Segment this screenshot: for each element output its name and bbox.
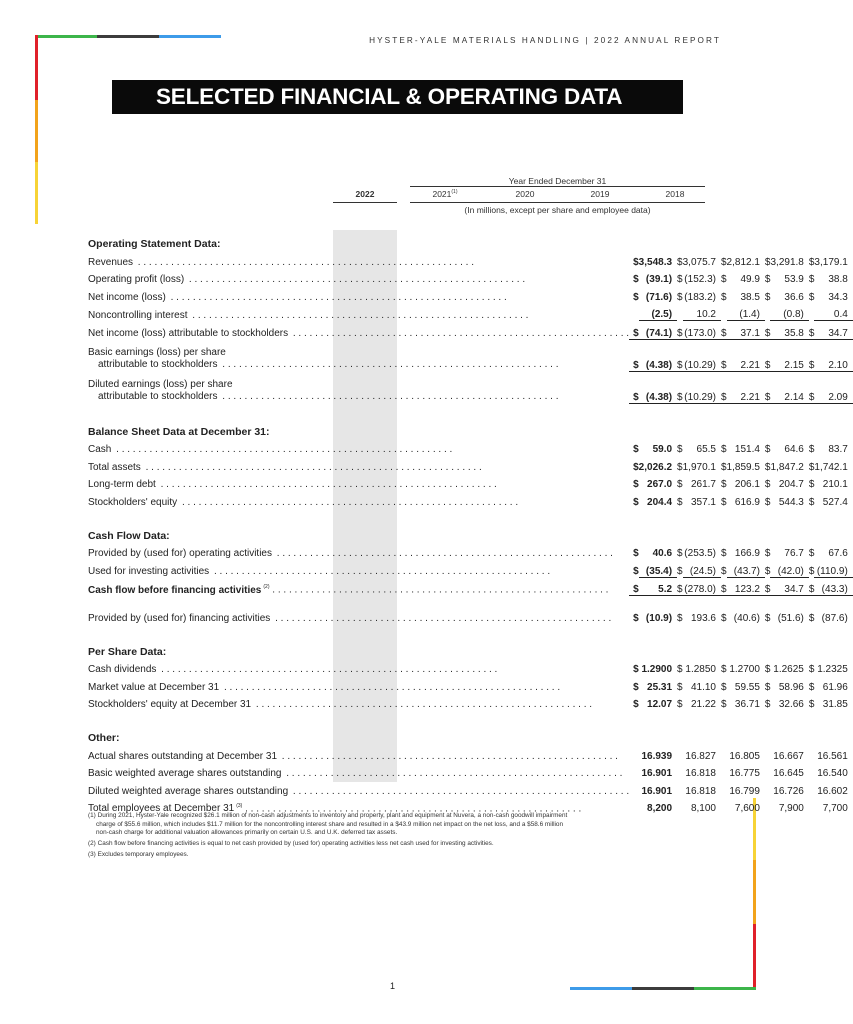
value-2022: (39.1) xyxy=(645,274,673,285)
year-2020: 2020 xyxy=(515,189,535,199)
row-lt_debt xyxy=(88,473,853,491)
footnote-3: (3) Excludes temporary employees. xyxy=(88,850,189,858)
currency-symbol: $ xyxy=(765,577,771,596)
year-rule-others xyxy=(410,202,705,203)
value-2019: 1,847.2 xyxy=(770,461,804,473)
currency-symbol: $ xyxy=(677,479,683,490)
row-eq_share xyxy=(88,693,853,711)
page-number: 1 xyxy=(390,981,396,991)
value-2022: 2,026.2 xyxy=(638,461,673,473)
currency-symbol: $ xyxy=(677,291,683,303)
value-2020: 123.2 xyxy=(727,577,765,596)
value-2022: 204.4 xyxy=(647,496,673,508)
value-20211: 1.2850 xyxy=(685,664,716,675)
value-2019: 2.14 xyxy=(770,371,808,403)
frame-left-red xyxy=(35,35,38,100)
currency-symbol: $ xyxy=(720,461,727,473)
value-20211: (10.29) xyxy=(683,339,721,371)
row-op_profit xyxy=(88,268,853,286)
currency-symbol: $ xyxy=(720,496,727,508)
currency-symbol xyxy=(629,303,639,321)
currency-symbol: $ xyxy=(720,664,727,675)
value-2019: 204.7 xyxy=(778,479,804,490)
currency-symbol: $ xyxy=(677,371,683,403)
currency-symbol: $ xyxy=(809,339,815,371)
row-label: Net income (loss) attributable to stockholders . . . . . . . . . . . . . . . . . . . . . . . . . . . . . . . . . . . . . . . . . . . . . . . . . . . . . . . . . . . . . xyxy=(88,328,630,339)
value-2020: 206.1 xyxy=(734,479,760,490)
currency-symbol: $ xyxy=(764,699,771,710)
value-2018: (110.9) xyxy=(814,559,852,577)
value-2019: 64.6 xyxy=(784,444,804,455)
value-2019: 16.667 xyxy=(773,750,804,762)
row-label: Diluted earnings (loss) per share attributable to stockholders . . . . . . . . . . . . . . . . . . . . . . . . . . . . . . . . . . . . . . . . . . . . . . . . . . . . . . . . . . . . . xyxy=(88,379,559,402)
currency-symbol: $ xyxy=(765,339,771,371)
frame-left-orange xyxy=(35,100,38,162)
value-2018: 34.7 xyxy=(814,321,852,340)
currency-symbol xyxy=(629,762,639,780)
currency-symbol: $ xyxy=(809,321,815,340)
currency-symbol: $ xyxy=(677,664,683,675)
value-2022: (74.1) xyxy=(639,321,677,340)
row-fin_act xyxy=(88,606,853,624)
currency-symbol: $ xyxy=(808,664,815,675)
currency-symbol: $ xyxy=(809,577,815,596)
frame-right-orange xyxy=(753,860,756,924)
currency-symbol: $ xyxy=(633,496,639,508)
footnotes xyxy=(88,812,700,861)
currency-symbol: $ xyxy=(720,274,727,285)
value-2020: (1.4) xyxy=(727,303,765,321)
value-2019: 1.2625 xyxy=(773,664,804,675)
value-2019: 3,291.8 xyxy=(770,256,804,268)
currency-symbol: $ xyxy=(720,566,727,577)
value-20211: (173.0) xyxy=(683,321,721,340)
currency-symbol: $ xyxy=(677,496,683,508)
row-label: Actual shares outstanding at December 31 . . . . . . . . . . . . . . . . . . . . . . . . . . . . . . . . . . . . . . . . . . . . . . . . . . . . . . . . . . . . . xyxy=(88,750,618,762)
value-2020: 1,859.5 xyxy=(726,461,760,473)
row-label: Cash flow before financing activities $^{(2)}$ . . . . . . . . . . . . . . . . . . . . . . . . . . . . . . . . . . . . . . . . . . . . . . . . . . . . . . . . . . . . . xyxy=(88,584,609,596)
currency-symbol: $ xyxy=(677,321,683,340)
currency-symbol: $ xyxy=(633,256,639,268)
value-20211: 1,970.1 xyxy=(682,461,716,473)
value-2022: 8,200 xyxy=(647,803,673,814)
currency-symbol: $ xyxy=(677,461,683,473)
row-label: Revenues . . . . . . . . . . . . . . . . . . . . . . . . . . . . . . . . . . . . . . . . . . . . . . . . . . . . . . . . . . . . . xyxy=(88,256,474,268)
value-2022: (4.38) xyxy=(639,339,677,371)
currency-symbol: $ xyxy=(677,548,683,559)
currency-symbol: $ xyxy=(808,479,815,490)
value-2020: 166.9 xyxy=(734,548,760,559)
currency-symbol: $ xyxy=(764,681,771,693)
value-2018: (87.6) xyxy=(821,612,848,624)
value-2020: 38.5 xyxy=(740,291,760,303)
currency-symbol: $ xyxy=(808,496,815,508)
currency-symbol: $ xyxy=(633,699,639,710)
value-20211: (278.0) xyxy=(683,577,721,596)
row-diluted_wavg xyxy=(88,779,853,797)
value-2022: 16.901 xyxy=(641,768,673,779)
currency-symbol: $ xyxy=(633,566,639,577)
value-2018: 83.7 xyxy=(828,444,848,455)
currency-symbol: $ xyxy=(765,321,771,340)
row-label: Cash . . . . . . . . . . . . . . . . . . . . . . . . . . . . . . . . . . . . . . . . . . . . . . . . . . . . . . . . . . . . . xyxy=(88,444,453,455)
frame-top-blue xyxy=(159,35,221,38)
section-heading-pershare: Per Share Data: xyxy=(88,645,167,658)
value-2019: (0.8) xyxy=(770,303,808,321)
row-nci xyxy=(88,303,853,321)
row-label: Stockholders' equity at December 31 . . . . . . . . . . . . . . . . . . . . . . . . . . . . . . . . . . . . . . . . . . . . . . . . . . . . . . . . . . . . . xyxy=(88,699,593,710)
row-cash xyxy=(88,438,853,456)
row-label: Market value at December 31 . . . . . . . . . . . . . . . . . . . . . . . . . . . . . . . . . . . . . . . . . . . . . . . . . . . . . . . . . . . . . xyxy=(88,681,561,693)
currency-symbol: $ xyxy=(720,444,727,455)
value-2020: (43.7) xyxy=(727,559,765,577)
currency-symbol: $ xyxy=(720,291,727,303)
value-2018: 2.10 xyxy=(814,339,852,371)
currency-symbol: $ xyxy=(765,371,771,403)
currency-symbol: $ xyxy=(677,444,683,455)
currency-symbol: $ xyxy=(677,566,683,577)
value-20211: 16.818 xyxy=(685,785,716,797)
currency-symbol: $ xyxy=(764,664,771,675)
currency-symbol: $ xyxy=(764,566,771,577)
value-2020: (40.6) xyxy=(733,612,760,624)
currency-symbol: $ xyxy=(808,612,815,624)
value-2019: 16.726 xyxy=(773,785,804,797)
value-20211: 41.10 xyxy=(690,681,716,693)
currency-symbol xyxy=(629,744,639,762)
year-2019: 2019 xyxy=(590,189,610,199)
value-2018: 16.561 xyxy=(817,750,848,762)
footnote-2: (2) Cash flow before financing activities is equal to net cash provided by (used for) operating activities less net cash used for investing activities. xyxy=(88,839,494,847)
row-mkt_value xyxy=(88,675,853,693)
currency-symbol: $ xyxy=(764,256,771,268)
value-20211: (10.29) xyxy=(683,371,721,403)
currency-symbol: $ xyxy=(633,612,639,624)
value-20211: (152.3) xyxy=(684,274,716,285)
value-2020: 16.799 xyxy=(729,785,760,797)
frame-top-dark xyxy=(97,35,159,38)
row-label: Used for investing activities . . . . . . . . . . . . . . . . . . . . . . . . . . . . . . . . . . . . . . . . . . . . . . . . . . . . . . . . . . . . . xyxy=(88,566,551,577)
frame-right-red xyxy=(753,924,756,990)
value-2018: 7,700 xyxy=(822,803,848,814)
currency-symbol: $ xyxy=(720,256,727,268)
row-equity xyxy=(88,490,853,508)
value-2019: 53.9 xyxy=(784,274,804,285)
value-2018: 2.09 xyxy=(814,371,852,403)
value-20211: 16.818 xyxy=(685,768,716,779)
row-label: Cash dividends . . . . . . . . . . . . . . . . . . . . . . . . . . . . . . . . . . . . . . . . . . . . . . . . . . . . . . . . . . . . . xyxy=(88,664,498,675)
row-ni_attr xyxy=(88,321,853,340)
page-title-banner xyxy=(112,80,683,114)
value-2020: 16.805 xyxy=(729,750,760,762)
value-2018: 16.602 xyxy=(817,785,848,797)
value-2020: 2.21 xyxy=(727,339,765,371)
value-2018: 16.540 xyxy=(817,768,848,779)
currency-symbol: $ xyxy=(720,548,727,559)
currency-symbol: $ xyxy=(629,577,639,596)
value-2019: 2.15 xyxy=(770,339,808,371)
year-2018: 2018 xyxy=(665,189,685,199)
value-2019: 35.8 xyxy=(770,321,808,340)
row-label: Basic weighted average shares outstanding . . . . . . . . . . . . . . . . . . . . . . . . . . . . . . . . . . . . . . . . . . . . . . . . . . . . . . . . . . . . . xyxy=(88,768,623,779)
currency-symbol: $ xyxy=(721,577,727,596)
value-20211: (253.5) xyxy=(684,548,716,559)
currency-symbol: $ xyxy=(764,274,771,285)
value-2022: (71.6) xyxy=(645,291,673,303)
row-label: Total assets . . . . . . . . . . . . . . . . . . . . . . . . . . . . . . . . . . . . . . . . . . . . . . . . . . . . . . . . . . . . . xyxy=(88,461,482,473)
value-2020: 49.9 xyxy=(740,274,760,285)
value-2022: 16.939 xyxy=(641,750,673,762)
currency-symbol: $ xyxy=(808,566,815,577)
value-2022: (4.38) xyxy=(639,371,677,403)
value-2022: (35.4) xyxy=(639,559,677,577)
currency-symbol: $ xyxy=(764,496,771,508)
currency-symbol: $ xyxy=(629,371,639,403)
currency-symbol: $ xyxy=(720,699,727,710)
value-2020: 36.71 xyxy=(734,699,760,710)
frame-left-yellow xyxy=(35,162,38,224)
row-dividends xyxy=(88,658,853,676)
row-label: Net income (loss) . . . . . . . . . . . . . . . . . . . . . . . . . . . . . . . . . . . . . . . . . . . . . . . . . . . . . . . . . . . . . xyxy=(88,291,507,303)
value-2022: (2.5) xyxy=(639,303,677,321)
currency-symbol: $ xyxy=(720,479,727,490)
row-inv_act xyxy=(88,559,853,577)
currency-symbol: $ xyxy=(677,612,683,624)
value-20211: 357.1 xyxy=(690,496,716,508)
value-2019: 7,900 xyxy=(778,803,804,814)
currency-symbol: $ xyxy=(720,681,727,693)
frame-bottom-green xyxy=(694,987,756,990)
value-2019: 16.645 xyxy=(773,768,804,779)
year-ended-caption: Year Ended December 31 xyxy=(508,176,607,186)
value-2022: (10.9) xyxy=(645,612,673,624)
row-total_assets xyxy=(88,455,853,473)
value-2020: 7,600 xyxy=(734,803,760,814)
currency-symbol: $ xyxy=(677,274,683,285)
currency-symbol: $ xyxy=(633,291,639,303)
currency-symbol: $ xyxy=(808,444,815,455)
currency-symbol: $ xyxy=(764,291,771,303)
currency-symbol: $ xyxy=(677,339,683,371)
value-2022: 40.6 xyxy=(652,548,673,559)
currency-symbol: $ xyxy=(633,274,639,285)
currency-symbol: $ xyxy=(809,371,815,403)
value-20211: (183.2) xyxy=(684,291,716,303)
value-2018: 0.4 xyxy=(814,303,852,321)
row-revenues xyxy=(88,250,853,268)
report-header: HYSTER-YALE MATERIALS HANDLING | 2022 ANNUAL REPORT xyxy=(369,36,721,45)
currency-symbol: $ xyxy=(633,681,639,693)
section-heading-operating: Operating Statement Data: xyxy=(88,238,221,250)
currency-symbol: $ xyxy=(764,548,771,559)
section-heading-balance: Balance Sheet Data at December 31: xyxy=(88,425,270,438)
value-2018: 31.85 xyxy=(822,699,848,710)
value-2019: (42.0) xyxy=(770,559,808,577)
currency-symbol: $ xyxy=(721,321,727,340)
value-2022: 5.2 xyxy=(639,577,677,596)
value-2018: 38.8 xyxy=(828,274,848,285)
value-2018: 34.3 xyxy=(828,291,848,303)
row-label: Stockholders' equity . . . . . . . . . . . . . . . . . . . . . . . . . . . . . . . . . . . . . . . . . . . . . . . . . . . . . . . . . . . . . xyxy=(88,496,519,508)
year-2022: 2022 xyxy=(355,189,375,199)
value-2020: 2,812.1 xyxy=(726,256,760,268)
year-2021: 2021$^{(1)}$ xyxy=(432,189,458,199)
value-2022: 12.07 xyxy=(647,699,673,710)
currency-symbol: $ xyxy=(677,577,683,596)
currency-symbol: $ xyxy=(721,339,727,371)
currency-symbol: $ xyxy=(633,444,639,455)
row-label: Long-term debt . . . . . . . . . . . . . . . . . . . . . . . . . . . . . . . . . . . . . . . . . . . . . . . . . . . . . . . . . . . . . xyxy=(88,479,497,490)
value-2019: 34.7 xyxy=(770,577,808,596)
currency-symbol: $ xyxy=(677,699,683,710)
currency-symbol: $ xyxy=(629,321,639,340)
value-2022: 16.901 xyxy=(641,785,673,797)
value-20211: 261.7 xyxy=(690,479,716,490)
currency-symbol: $ xyxy=(764,444,771,455)
currency-symbol: $ xyxy=(808,699,815,710)
value-20211: (24.5) xyxy=(683,559,721,577)
value-2020: 16.775 xyxy=(729,768,760,779)
currency-symbol: $ xyxy=(808,681,815,693)
value-2018: 210.1 xyxy=(822,479,848,490)
caption-rule xyxy=(410,186,705,187)
frame-top-green xyxy=(35,35,97,38)
value-2018: 1,742.1 xyxy=(814,461,848,473)
value-2020: 151.4 xyxy=(734,444,760,455)
financial-table xyxy=(88,226,853,814)
currency-symbol: $ xyxy=(808,461,815,473)
row-cf_before xyxy=(88,577,853,596)
value-2020: 2.21 xyxy=(727,371,765,403)
currency-symbol: $ xyxy=(677,256,683,268)
value-2020: 37.1 xyxy=(727,321,765,340)
value-2019: 36.6 xyxy=(784,291,804,303)
row-diluted_eps xyxy=(88,371,853,403)
units-note: (In millions, except per share and employee data) xyxy=(464,205,651,215)
value-2019: 76.7 xyxy=(784,548,804,559)
value-20211: 193.6 xyxy=(690,612,716,624)
row-op_act xyxy=(88,542,853,560)
value-2022: 267.0 xyxy=(647,479,673,490)
value-2022: 3,548.3 xyxy=(638,256,673,268)
row-label: Operating profit (loss) . . . . . . . . . . . . . . . . . . . . . . . . . . . . . . . . . . . . . . . . . . . . . . . . . . . . . . . . . . . . . xyxy=(88,274,526,285)
page-title: SELECTED FINANCIAL & OPERATING DATA xyxy=(156,84,623,109)
row-label: Total employees at December 31 $^{(3)}$ . . . . . . . . . . . . . . . . . . . . . . . . . . . . . . . . . . . . . . . . . . . . . . . . . . . . . . . . . . . . . xyxy=(88,802,582,814)
value-2018: 67.6 xyxy=(828,548,848,559)
value-20211: 8,100 xyxy=(690,803,716,814)
row-label: Provided by (used for) financing activities . . . . . . . . . . . . . . . . . . . . . . . . . . . . . . . . . . . . . . . . . . . . . . . . . . . . . . . . . . . . . xyxy=(88,612,612,624)
currency-symbol: $ xyxy=(629,339,639,371)
row-net_income xyxy=(88,285,853,303)
section-heading-cashflow: Cash Flow Data: xyxy=(88,529,170,542)
currency-symbol: $ xyxy=(764,612,771,624)
currency-symbol: $ xyxy=(808,548,815,559)
value-20211: 65.5 xyxy=(696,444,716,455)
row-basic_eps xyxy=(88,339,853,371)
currency-symbol: $ xyxy=(764,479,771,490)
value-2020: 616.9 xyxy=(734,496,760,508)
year-rule-2022 xyxy=(333,202,397,203)
value-20211: 3,075.7 xyxy=(682,256,716,268)
section-heading-other: Other: xyxy=(88,732,120,744)
row-label: Noncontrolling interest . . . . . . . . . . . . . . . . . . . . . . . . . . . . . . . . . . . . . . . . . . . . . . . . . . . . . . . . . . . . . xyxy=(88,309,529,321)
value-2018: 3,179.1 xyxy=(814,256,848,268)
currency-symbol: $ xyxy=(808,274,815,285)
value-2018: 61.96 xyxy=(822,681,848,693)
currency-symbol: $ xyxy=(633,664,639,675)
currency-symbol xyxy=(629,779,639,797)
row-shares_out xyxy=(88,744,853,762)
currency-symbol: $ xyxy=(808,291,815,303)
value-2018: (43.3) xyxy=(814,577,852,596)
value-2022: 1.2900 xyxy=(641,664,673,675)
currency-symbol: $ xyxy=(721,371,727,403)
currency-symbol: $ xyxy=(720,612,727,624)
currency-symbol: $ xyxy=(633,479,639,490)
value-2019: 544.3 xyxy=(778,496,804,508)
row-label: Basic earnings (loss) per share attributable to stockholders . . . . . . . . . . . . . . . . . . . . . . . . . . . . . . . . . . . . . . . . . . . . . . . . . . . . . . . . . . . . . xyxy=(88,347,559,370)
row-label: Provided by (used for) operating activities . . . . . . . . . . . . . . . . . . . . . . . . . . . . . . . . . . . . . . . . . . . . . . . . . . . . . . . . . . . . . xyxy=(88,548,613,559)
value-2019: (51.6) xyxy=(777,612,804,624)
value-20211: 16.827 xyxy=(685,750,716,762)
currency-symbol: $ xyxy=(633,548,639,559)
value-2018: 527.4 xyxy=(822,496,848,508)
value-20211: 10.2 xyxy=(683,303,721,321)
value-2018: 1.2325 xyxy=(817,664,848,675)
value-2022: 25.31 xyxy=(647,681,673,693)
currency-symbol: $ xyxy=(764,461,771,473)
value-2022: 59.0 xyxy=(652,444,673,455)
row-label: Diluted weighted average shares outstanding . . . . . . . . . . . . . . . . . . . . . . . . . . . . . . . . . . . . . . . . . . . . . . . . . . . . . . . . . . . . . xyxy=(88,785,630,797)
value-2019: 58.96 xyxy=(778,681,804,693)
row-basic_wavg xyxy=(88,762,853,780)
footnote-1: (1) During 2021, Hyster-Yale recognized $26.1 million of non-cash adjustments to inventory and property, plant and equipment at Nuvera, a non-cash goodwill impairment charge of $55.6 million, which includes $11.7 million for the noncontrolling interest share and resulted in a $43.9 million net impact on the net loss, and a $58.6 million non-cash charge for additional valuation allowances primarily on certain U.S. and U.K. deferred tax assets. xyxy=(88,812,568,837)
value-2019: 32.66 xyxy=(778,699,804,710)
currency-symbol: $ xyxy=(677,681,683,693)
value-20211: 21.22 xyxy=(690,699,716,710)
value-2020: 1.2700 xyxy=(729,664,760,675)
frame-bottom-blue xyxy=(570,987,632,990)
frame-bottom-dark xyxy=(632,987,694,990)
currency-symbol: $ xyxy=(633,461,639,473)
currency-symbol: $ xyxy=(808,256,815,268)
value-2020: 59.55 xyxy=(734,681,760,693)
